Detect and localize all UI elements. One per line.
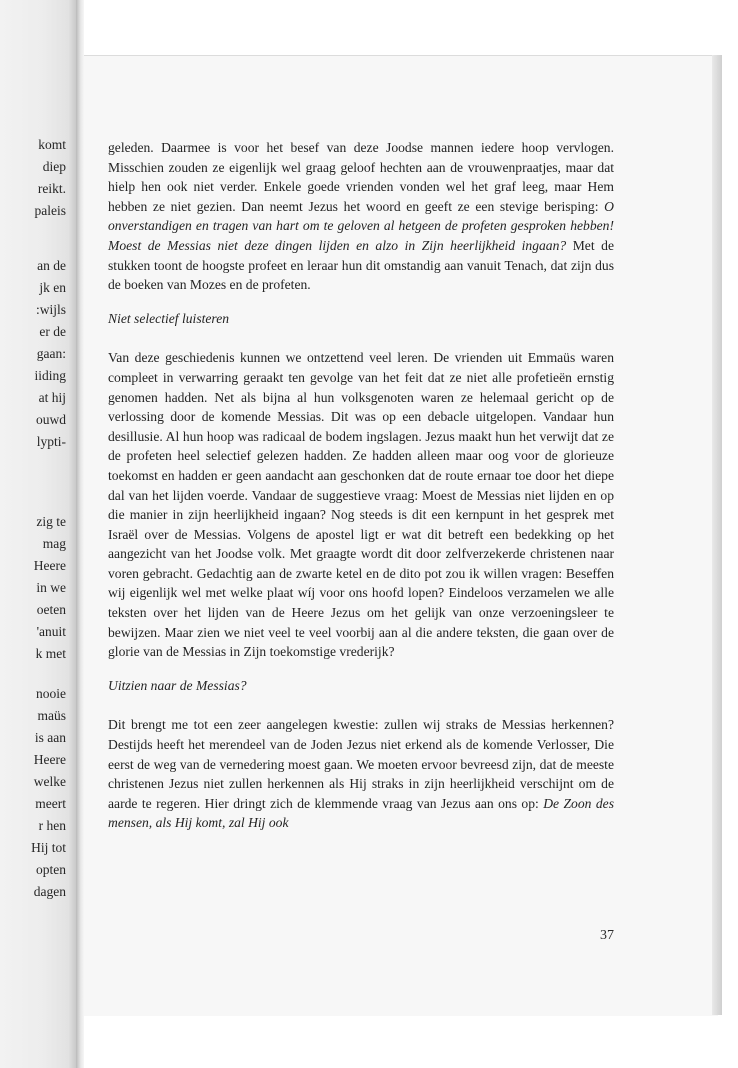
left-page-line: zig te [36, 514, 66, 529]
left-page-line: in we [36, 580, 66, 595]
page-edge [712, 55, 722, 1015]
left-page-line: er de [39, 324, 66, 339]
left-page-line: paleis [34, 203, 66, 218]
left-page-line: Heere [33, 558, 66, 573]
paragraph-3-lead: Dit brengt me tot een zeer aangelegen kwestie: zullen wij straks de Messias herkennen? Destijds heeft het merendeel van de Joden Jezus niet erkend als de komende Verlosser, Die eerst de weg van de vernedering moest gaan. We moeten ervoor bevreesd zijn, dat de meeste christenen Jezus niet zullen herkennen als Hij straks in zijn heerlijkheid verschijnt om de aarde te regeren. Hier dringt zich de klemmende vraag van Jezus aan ons op: [108, 717, 614, 811]
left-page-line: :wijls [35, 302, 66, 317]
left-page-line: opten [36, 862, 66, 877]
book-gutter [76, 0, 84, 1068]
left-page-line: komt [38, 137, 66, 152]
page-body [108, 138, 614, 833]
paragraph-1-tail: Met de stukken toont de hoogste profeet en leraar hun dit omstandig aan vanuit Tenach, dat zijn dus de boeken van Mozes en de profeten. [108, 237, 614, 293]
left-page-line: Hij tot [31, 840, 66, 855]
left-page-line: lypti- [36, 434, 66, 449]
left-page-line: dagen [33, 884, 66, 899]
left-page-line: k met [35, 646, 66, 661]
section-heading-2: Uitzien naar de Messias? [108, 677, 247, 693]
left-page-line: jk en [39, 280, 66, 295]
left-page-line: welke [33, 774, 66, 789]
left-page-line: meert [35, 796, 66, 811]
left-page-line: 'anuit [36, 624, 66, 639]
left-page-line: is aan [34, 730, 66, 745]
left-page-line: maüs [37, 708, 66, 723]
paragraph-3-quote: De Zoon des mensen, als Hij komt, zal Hij ook [108, 795, 614, 831]
section-heading-1: Niet selectief luisteren [108, 310, 230, 326]
left-page-line: r hen [38, 818, 66, 833]
left-page-line: oeten [36, 602, 66, 617]
left-page-line: an de [37, 258, 66, 273]
page-number: 37 [600, 928, 614, 943]
left-page-line: at hij [38, 390, 66, 405]
paragraph-3 [108, 715, 614, 833]
paragraph-2: Van deze geschiedenis kunnen we ontzettend veel leren. De vrienden uit Emmaüs waren compleet in verwarring geraakt ten gevolge van het feit dat ze niet alle profetieën ernstig genomen hadden. Net als bijna al hun volksgenoten waren ze helemaal gericht op de verlossing door de komende Messias. Dit was op een debacle uitgelopen. Vandaar hun desillusie. Al hun hoop was radicaal de bodem ingslagen. Jezus maakt hun het verwijt dat ze de profeten heel selectief gelezen hadden. Ze hadden alleen maar oog voor de glorieuze toekomst en hadden er geen aandacht aan geschonken dat de route ernaar toe door het diepe dal van het lijden voerde. Vandaar de suggestieve vraag: Moest de Messias niet lijden en op die manier in zijn heerlijkheid ingaan? Nog steeds is dit een kernpunt in het gesprek met Israël over de Messias. Volgens de apostel ligt er wat dit betreft een bedekking op het aangezicht van het Joodse volk. Met graagte wordt dit door zelfverzekerde christenen naar voren gebracht. Gedachtig aan de zwarte ketel en de dito pot zou ik willen vragen: Beseffen wij eigenlijk wel met welke plaat wíj voor ons hoofd lopen? Eindeloos verzamelen we alle teksten over het lijden van de Heere Jezus om het gelijk van onze verzoeningsleer te bewijzen. Maar zien we niet veel te veel voorbij aan al die andere teksten, die gaan over de glorie van de Messias in Zijn toekomstige vrederijk? [108, 350, 614, 660]
paragraph-1 [108, 138, 614, 295]
left-page-fragment [0, 0, 76, 1068]
left-page-line: iiding [34, 368, 66, 383]
left-page-line: ouwd [36, 412, 66, 427]
left-page-line: nooie [36, 686, 66, 701]
left-page-line: mag [42, 536, 66, 551]
left-page-line: gaan: [36, 346, 66, 361]
left-page-line: Heere [33, 752, 66, 767]
left-page-line: reikt. [37, 181, 66, 196]
left-page-line: diep [42, 159, 66, 174]
paragraph-1-quote: O onverstandigen en tragen van hart om te geloven al hetgeen de profeten gesproken hebben! Moest de Messias niet deze dingen lijden en alzo in Zijn heerlijkheid ingaan? [108, 198, 614, 253]
paragraph-1-lead: geleden. Daarmee is voor het besef van deze Joodse mannen iedere hoop vervlogen. Misschien zouden ze eigenlijk wel graag geloof hechten aan de vrouwenpraatjes, maar dat hielp hen ook niet verder. Enkele goede vrienden vonden wel het graf leeg, maar Hem hebben ze niet gezien. Dan neemt Jezus het woord en geeft ze een stevige berisping: [108, 140, 614, 214]
